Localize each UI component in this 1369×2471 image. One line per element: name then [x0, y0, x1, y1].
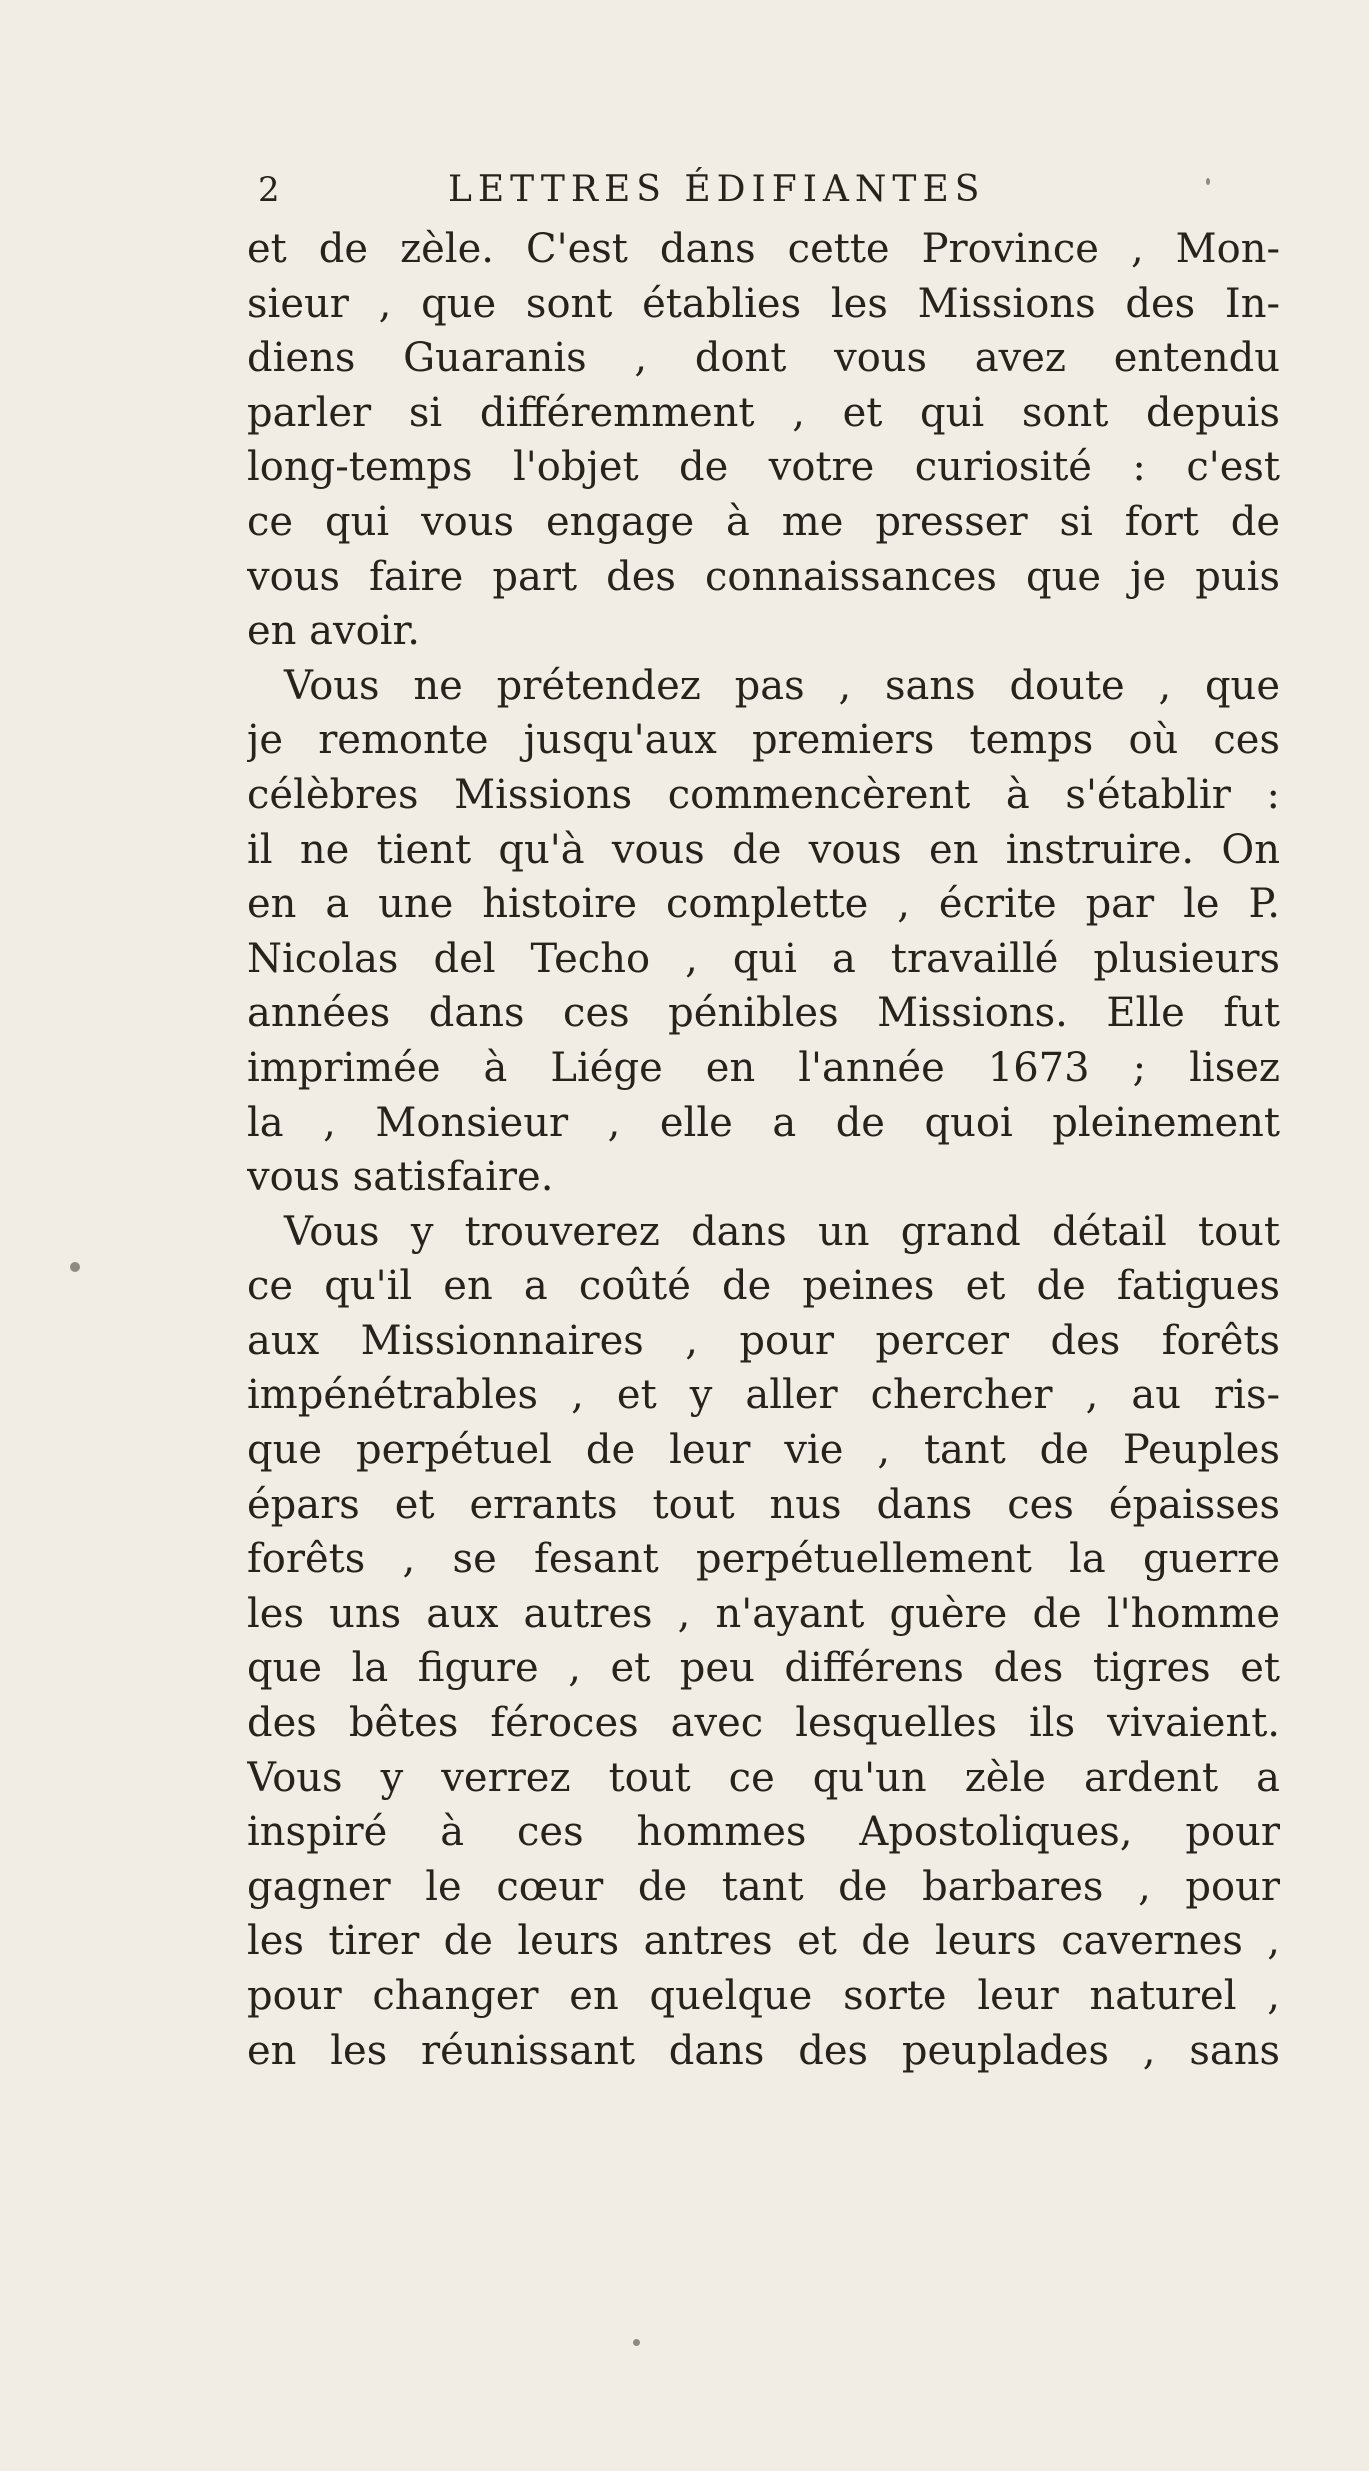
text-line: la , Monsieur , elle a de quoi pleinement [247, 1099, 1280, 1146]
text-line: Nicolas del Techo , qui a travaillé plusieurs [247, 935, 1280, 982]
text-line: ce qu'il en a coûté de peines et de fatigues [247, 1263, 1280, 1310]
paragraph-start-line: Vous y trouverez dans un grand détail tout [284, 1208, 1280, 1255]
text-line: inspiré à ces hommes Apostoliques, pour [247, 1809, 1280, 1856]
text-line: des bêtes féroces avec lesquelles ils vivaient. [247, 1700, 1280, 1747]
text-line: que la figure , et peu différens des tigres et [247, 1645, 1280, 1692]
text-line: en a une histoire complette , écrite par le P. [247, 881, 1280, 928]
text-line: sieur , que sont établies les Missions des In- [247, 280, 1280, 327]
text-line: pour changer en quelque sorte leur naturel , [247, 1973, 1280, 2019]
text-line: épars et errants tout nus dans ces épaisses [247, 1481, 1280, 1528]
text-line: imprimée à Liége en l'année 1673 ; lisez [247, 1044, 1280, 1091]
paper-speck [70, 1262, 80, 1272]
text-line: parler si différemment , et qui sont depuis [247, 389, 1280, 436]
text-line: ce qui vous engage à me presser si fort de [247, 498, 1280, 545]
page-header [0, 160, 1369, 220]
paper-speck [633, 2339, 640, 2346]
text-line: les uns aux autres , n'ayant guère de l'homme [247, 1590, 1280, 1637]
text-line: les tirer de leurs antres et de leurs cavernes , [247, 1918, 1280, 1965]
paragraph-start-line: Vous ne prétendez pas , sans doute , que [284, 662, 1280, 709]
text-line: long-temps l'objet de votre curiosité : c'est [247, 444, 1280, 491]
text-line: il ne tient qu'à vous de vous en instruire. On [247, 826, 1280, 873]
text-line: je remonte jusqu'aux premiers temps où ces [247, 717, 1280, 764]
text-line: gagner le cœur de tant de barbares , pour [247, 1863, 1280, 1910]
text-line: vous faire part des connaissances que je puis [247, 553, 1280, 600]
paragraph-end-line: en avoir. [247, 608, 420, 655]
text-line: impénétrables , et y aller chercher , au ris- [247, 1372, 1280, 1419]
text-line: et de zèle. C'est dans cette Province , Mon- [247, 226, 1280, 272]
body-text [247, 222, 1280, 2078]
paragraph-end-line: vous satisfaire. [247, 1154, 554, 1201]
text-line: célèbres Missions commencèrent à s'établir : [247, 771, 1280, 818]
text-line: aux Missionnaires , pour percer des forêts [247, 1317, 1280, 1364]
running-title: LETTRES ÉDIFIANTES [448, 169, 986, 210]
paper-speck [1206, 178, 1210, 185]
text-line: que perpétuel de leur vie , tant de Peuples [247, 1427, 1280, 1474]
text-line: Vous y verrez tout ce qu'un zèle ardent a [247, 1754, 1280, 1801]
text-line: en les réunissant dans des peuplades , sans [247, 2027, 1280, 2074]
text-line: forêts , se fesant perpétuellement la guerre [247, 1536, 1280, 1583]
page-number: 2 [258, 170, 280, 210]
text-line: années dans ces pénibles Missions. Elle fut [247, 990, 1280, 1037]
text-line: diens Guaranis , dont vous avez entendu [247, 335, 1280, 382]
